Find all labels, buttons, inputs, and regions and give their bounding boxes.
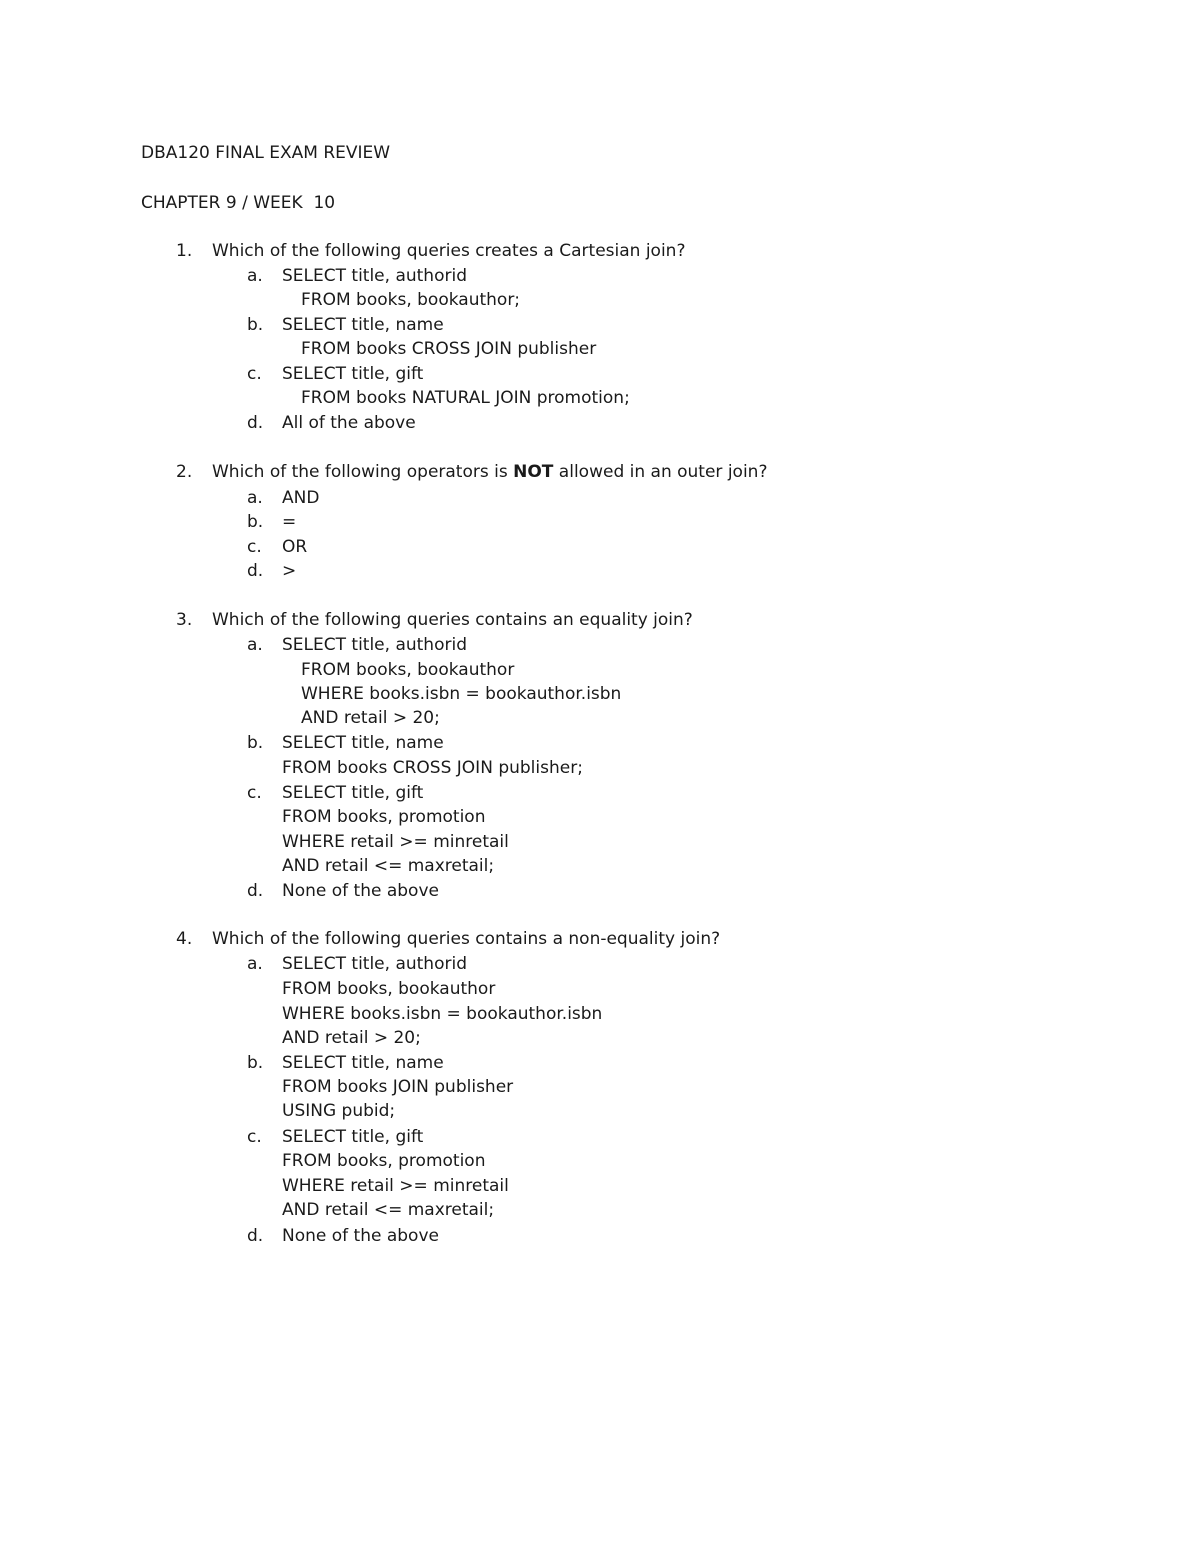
option-line: FROM books CROSS JOIN publisher: [301, 339, 597, 359]
option-line: AND retail <= maxretail;: [282, 856, 495, 876]
option-line: SELECT title, gift: [282, 1127, 424, 1147]
option-letter: c.: [247, 364, 262, 384]
option-letter: a.: [247, 266, 263, 286]
option-line: AND retail > 20;: [282, 1028, 421, 1048]
option-line: FROM books, promotion: [282, 807, 486, 827]
option-letter: b.: [247, 733, 264, 753]
option-line: None of the above: [282, 1226, 439, 1246]
question-number: 4.: [176, 929, 193, 949]
question-number: 1.: [176, 241, 193, 261]
option-line: WHERE books.isbn = bookauthor.isbn: [282, 1004, 603, 1024]
option-letter: d.: [247, 1226, 264, 1246]
option-letter: b.: [247, 512, 264, 532]
option-line: FROM books, bookauthor;: [301, 290, 521, 310]
option-letter: a.: [247, 954, 263, 974]
option-line: SELECT title, authorid: [282, 266, 467, 286]
option-line: FROM books, bookauthor: [301, 660, 515, 680]
question-text: Which of the following queries creates a Cartesian join?: [212, 241, 686, 261]
option-line: WHERE retail >= minretail: [282, 1176, 509, 1196]
question-text-start: Which of the following operators is: [212, 462, 514, 482]
option-line: AND retail > 20;: [301, 708, 440, 728]
option-line: AND: [282, 488, 320, 508]
option-letter: c.: [247, 537, 262, 557]
option-letter: c.: [247, 1127, 262, 1147]
option-letter: b.: [247, 1053, 264, 1073]
option-line: FROM books JOIN publisher: [282, 1077, 514, 1097]
option-line: USING pubid;: [282, 1101, 396, 1121]
option-letter: a.: [247, 488, 263, 508]
document-title: DBA120 FINAL EXAM REVIEW: [141, 143, 391, 163]
question-text-emphasis: NOT: [513, 462, 554, 482]
option-line: SELECT title, name: [282, 733, 444, 753]
option-line: FROM books, promotion: [282, 1151, 486, 1171]
option-letter: d.: [247, 413, 264, 433]
option-line: >: [282, 561, 297, 581]
option-line: OR: [282, 537, 308, 557]
option-line: FROM books CROSS JOIN publisher;: [282, 758, 583, 778]
option-letter: c.: [247, 783, 262, 803]
option-line: None of the above: [282, 881, 439, 901]
option-letter: d.: [247, 881, 264, 901]
option-line: =: [282, 512, 297, 532]
option-line: FROM books, bookauthor: [282, 979, 496, 999]
option-line: SELECT title, authorid: [282, 954, 467, 974]
question-text-end: allowed in an outer join?: [553, 462, 768, 482]
option-line: WHERE retail >= minretail: [282, 832, 509, 852]
question-number: 2.: [176, 462, 193, 482]
option-line: SELECT title, name: [282, 315, 444, 335]
option-line: AND retail <= maxretail;: [282, 1200, 495, 1220]
option-letter: a.: [247, 635, 263, 655]
option-line: SELECT title, name: [282, 1053, 444, 1073]
question-text: Which of the following queries contains a non-equality join?: [212, 929, 721, 949]
option-letter: d.: [247, 561, 264, 581]
option-letter: b.: [247, 315, 264, 335]
option-line: SELECT title, gift: [282, 783, 424, 803]
option-line: All of the above: [282, 413, 416, 433]
option-line: WHERE books.isbn = bookauthor.isbn: [301, 684, 622, 704]
option-line: SELECT title, authorid: [282, 635, 467, 655]
option-line: FROM books NATURAL JOIN promotion;: [301, 388, 630, 408]
question-text: [212, 461, 767, 483]
question-number: 3.: [176, 610, 193, 630]
option-line: SELECT title, gift: [282, 364, 424, 384]
question-text: Which of the following queries contains an equality join?: [212, 610, 693, 630]
chapter-heading: CHAPTER 9 / WEEK 10: [141, 193, 336, 213]
